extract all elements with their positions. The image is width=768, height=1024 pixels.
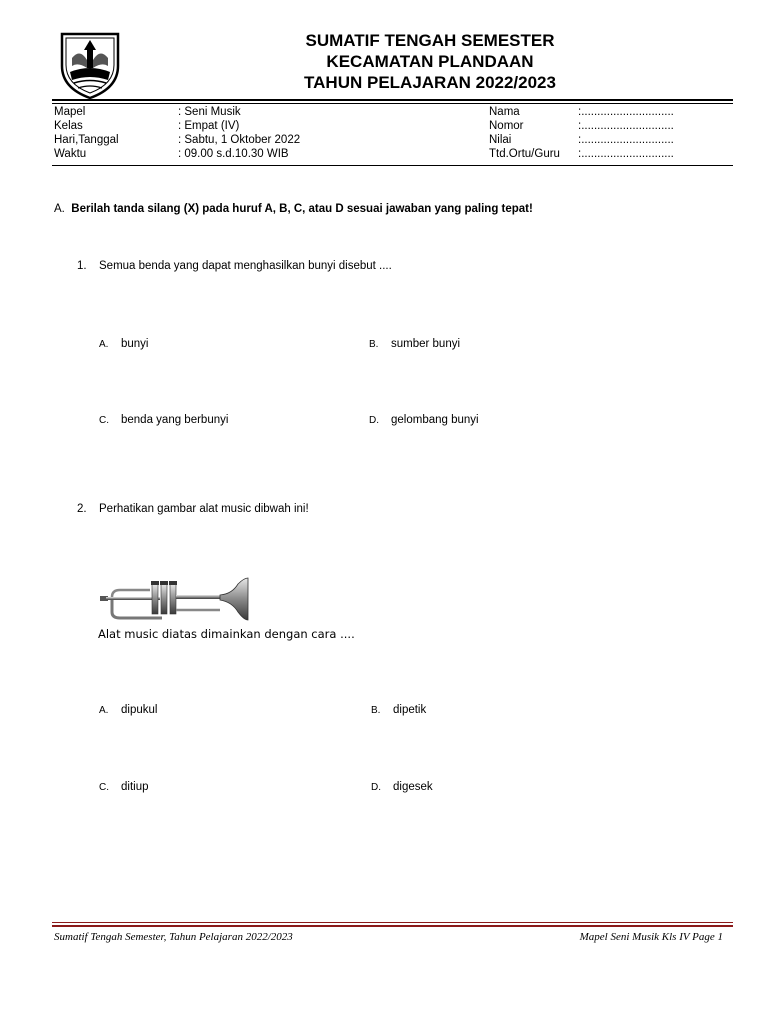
question-text: Semua benda yang dapat menghasilkan bunyi disebut .... (99, 260, 392, 272)
option-letter: C. (99, 415, 109, 426)
instruction-text: Berilah tanda silang (X) pada huruf A, B, C, atau D sesuai jawaban yang paling tepat! (71, 203, 533, 215)
question-text: Perhatikan gambar alat music dibwah ini! (99, 503, 309, 515)
student-field-blank[interactable]: :............................. (578, 134, 674, 146)
title-line-1: SUMATIF TENGAH SEMESTER (305, 31, 555, 50)
info-row (54, 120, 734, 134)
option-letter: D. (369, 415, 379, 426)
answer-option-a[interactable] (99, 338, 149, 350)
info-value: : Sabtu, 1 Oktober 2022 (178, 134, 301, 146)
option-letter: C. (99, 782, 109, 793)
info-divider (52, 165, 733, 166)
option-text: digesek (393, 781, 433, 793)
info-label: Kelas (54, 120, 83, 132)
info-label: Waktu (54, 148, 87, 160)
info-value: : Empat (IV) (178, 120, 240, 132)
header-divider-thick (52, 99, 733, 101)
answer-option-d[interactable] (371, 781, 433, 793)
option-letter: A. (99, 705, 109, 716)
answer-option-d[interactable] (369, 414, 479, 426)
question-number: 2. (77, 503, 87, 515)
student-field-blank[interactable]: :............................. (578, 106, 674, 118)
answer-option-c[interactable] (99, 781, 149, 793)
footer-divider-thick (52, 925, 733, 927)
header-divider-thin (52, 103, 733, 104)
regency-emblem-logo (54, 28, 126, 100)
student-field-label: Ttd.Ortu/Guru (489, 148, 560, 160)
option-letter: D. (371, 782, 381, 793)
info-row (54, 106, 734, 120)
answer-option-c[interactable] (99, 414, 228, 426)
option-text: dipetik (393, 704, 427, 716)
option-text: bunyi (121, 338, 149, 350)
answer-option-a[interactable] (99, 704, 157, 716)
footer-right-text: Mapel Seni Musik Kls IV Page 1 (579, 931, 723, 943)
info-label: Hari,Tanggal (54, 134, 119, 146)
option-text: sumber bunyi (391, 338, 461, 350)
footer-divider-thin (52, 922, 733, 923)
info-value: : 09.00 s.d.10.30 WIB (178, 148, 289, 160)
student-field-blank[interactable]: :............................. (578, 120, 674, 132)
question-2 (77, 503, 309, 515)
info-value: : Seni Musik (178, 106, 241, 118)
student-field-blank[interactable]: :............................. (578, 148, 674, 160)
option-text: gelombang bunyi (391, 414, 479, 426)
info-row (54, 148, 734, 162)
exam-title (200, 30, 660, 93)
answer-option-b[interactable] (369, 338, 460, 350)
question-1 (77, 260, 392, 272)
info-label: Mapel (54, 106, 86, 118)
trumpet-image (98, 576, 250, 622)
option-letter: A. (99, 339, 109, 350)
title-line-3: TAHUN PELAJARAN 2022/2023 (304, 73, 556, 92)
section-letter: A. (54, 203, 65, 215)
option-letter: B. (369, 339, 379, 350)
student-field-label: Nama (489, 106, 520, 118)
title-line-2: KECAMATAN PLANDAAN (326, 52, 534, 71)
section-instruction (54, 203, 533, 215)
student-field-label: Nilai (489, 134, 512, 146)
option-text: ditiup (121, 781, 149, 793)
footer-left-text: Sumatif Tengah Semester, Tahun Pelajaran 2022/2023 (54, 931, 293, 943)
image-caption: Alat music diatas dimainkan dengan cara .... (98, 627, 355, 641)
question-number: 1. (77, 260, 87, 272)
answer-option-b[interactable] (371, 704, 426, 716)
option-text: dipukul (121, 704, 158, 716)
info-row (54, 134, 734, 148)
student-field-label: Nomor (489, 120, 524, 132)
option-text: benda yang berbunyi (121, 414, 229, 426)
option-letter: B. (371, 705, 381, 716)
